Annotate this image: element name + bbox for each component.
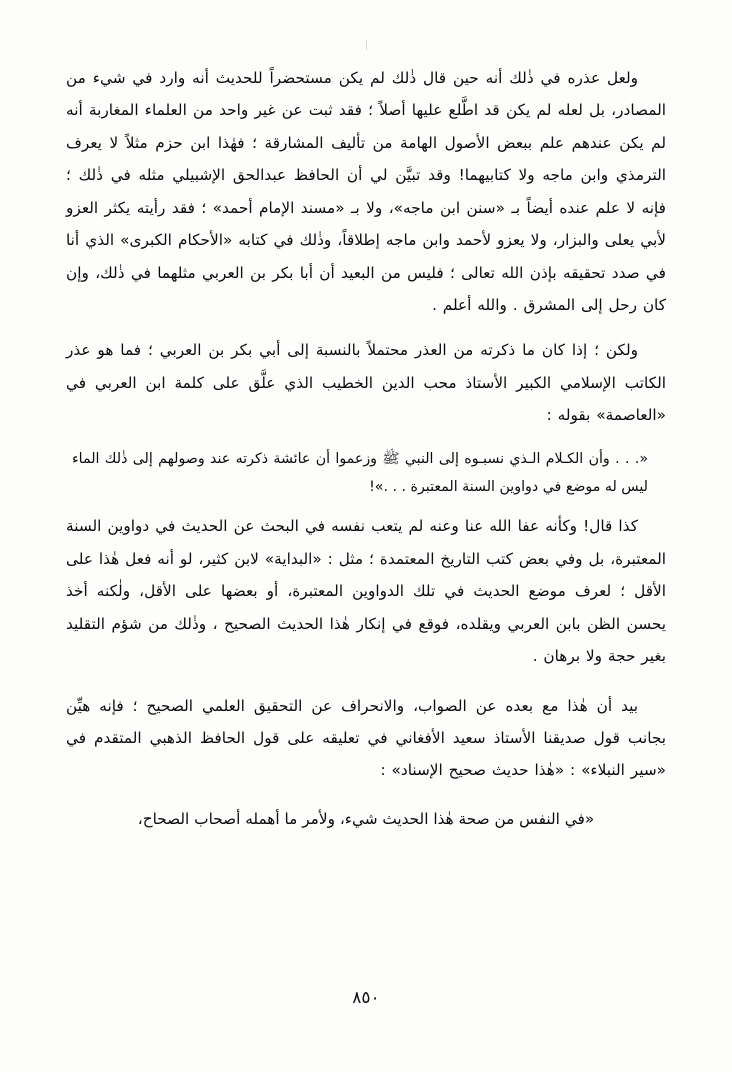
paragraph-spacer-2 xyxy=(66,677,666,690)
paragraph-5-catchline: «في النفس من صحة هٰذا الحديث شيء، ولأمر ما أهمله أصحاب الصحاح، xyxy=(137,809,595,828)
paragraph-2: ولكن ؛ إذا كان ما ذكرته من العذر محتملاً بالنسبة إلى أبي بكر بن العربي ؛ فما هو عذر الكاتب الإسلامي الكبير الأستاذ محب الدين الخطيب الذي علَّق على كلمة ابن العربي في «العاصمة» بقوله : xyxy=(66,341,666,425)
block-quote-1: «. . . وأن الكـلام الـذي نسبـوه إلى النبي ﷺ وزعموا أن عائشة ذكرته عند وصولهم إلى ذٰلك الماء ليس له موضع في دواوين السنة المعتبرة . . .»! xyxy=(72,450,648,496)
paragraph-1: ولعل عذره في ذٰلك أنه حين قال ذٰلك لم يكن مستحضراً للحديث أنه وارد في شيء من المصادر، بل لعله لم يكن قد اطَّلع عليها أصلاً ؛ فقد ثبت عن غير واحد من العلماء المغاربة أنه لم يكن عندهم علم ببعض الأصول الهامة من تأليف المشارقة ؛ فهٰذا ابن حزم مثلاً لا يعرف الترمذي وابن ماجه ولا كتابيهما! وقد تبيَّن لي أن الحافظ عبدالحق الإشبيلي مثله في ذٰلك ؛ فإنه لا علم عنده أيضاً بـ «سنن ابن ماجه»، ولا بـ «مسند الإمام أحمد» ؛ فقد رأيته يكثر العزو لأبي يعلى والبزار، ولا يعزو لأحمد وابن ماجه إطلاقاً، وذٰلك في كتابه «الأحكام الكبرى» الذي أنا في صدد تحقيقه بإذن الله تعالى ؛ فليس من البعيد أن أبا بكر بن العربي مثلهما في ذٰلك، وإن كان رحل إلى المشرق . والله أعلم . xyxy=(66,69,666,314)
paragraph-4: بيد أن هٰذا مع بعده عن الصواب، والانحراف عن التحقيق العلمي الصحيح ؛ فإنه هيِّن بجانب قول صديقنا الأستاذ سعيد الأفغاني في تعليقه على قول الحافظ الذهبي المتقدم في «سير النبلاء» : «هٰذا حديث صحيح الإسناد» : xyxy=(66,696,666,780)
paragraph-3: كذا قال! وكأنه عفا الله عنا وعنه لم يتعب نفسه في البحث عن الحديث في دواوين السنة المعتبرة، بل وفي بعض كتب التاريخ المعتمدة ؛ مثل : «البداية» لابن كثير، لو أنه فعل هٰذا على الأقل ؛ لعرف موضع الحديث في تلك الدواوين المعتبرة، أو بعضها على الأقل، ولٰكنه أخذ يحسن الظن بابن العربي ويقلده، فوقع في إنكار هٰذا الحديث الصحيح ، وذٰلك من شؤم التقليد بغير حجة ولا برهان . xyxy=(66,517,666,666)
page-content xyxy=(66,62,666,834)
quote-spacer-top xyxy=(66,436,666,445)
page-number: ٨٥٠ xyxy=(352,988,380,1008)
paragraph-spacer xyxy=(66,325,666,334)
page-edge-mark xyxy=(366,40,367,50)
quote-spacer-bottom xyxy=(66,501,666,510)
paragraph-spacer-3 xyxy=(66,791,666,804)
